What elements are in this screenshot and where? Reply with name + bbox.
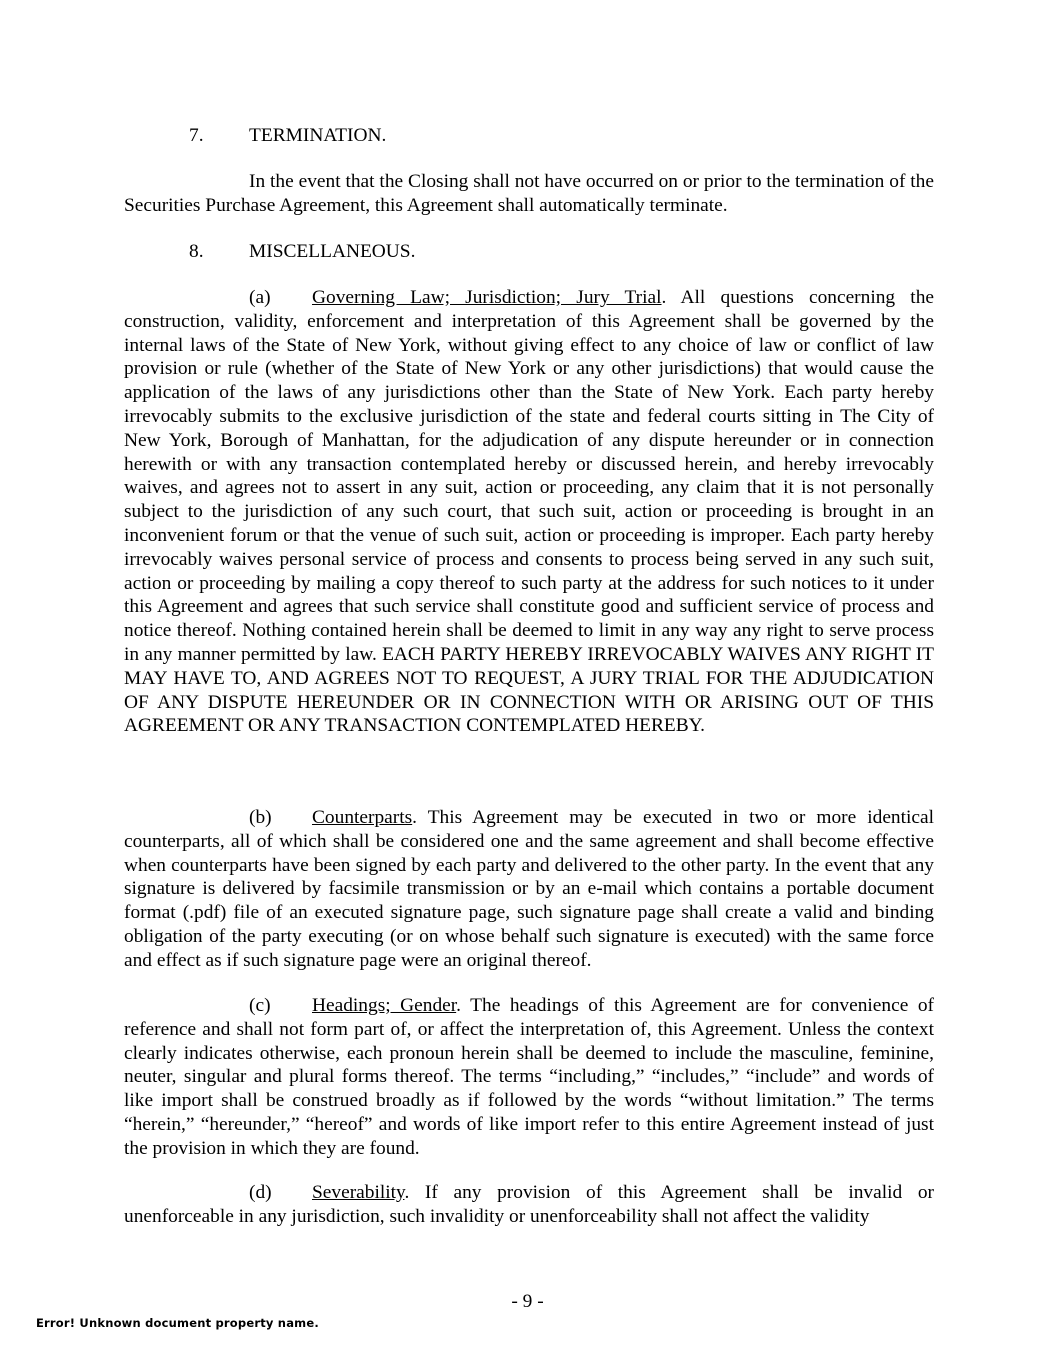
clause-headings-gender [124, 994, 934, 1161]
clause-severability [124, 1181, 934, 1229]
clause-title: Headings; Gender [312, 995, 457, 1016]
clause-text: . The headings of this Agreement are for convenience of reference and shall not form part of, or affect the interpretation of, this Agreement. Unless the context clearly indicates otherwise, each pronoun herein shall be deemed to include the masculine, feminine, neuter, singular and plural forms thereof. The terms “including,” “includes,” “include” and words of like import shall be construed broadly as if followed by the words “without limitation.” The terms “herein,” “hereunder,” “hereof” and words of like import refer to this entire Agreement instead of just the provision in which they are found. [124, 995, 934, 1159]
clause-title: Governing Law; Jurisdiction; Jury Trial [312, 287, 662, 308]
clause-title: Severability [312, 1182, 405, 1203]
section-title: MISCELLANEOUS. [249, 241, 416, 262]
clause-text: . All questions concerning the construction, validity, enforcement and interpretation of this Agreement shall be governed by the internal laws of the State of New York, without giving effect to any choice of law or conflict of law provision or rule (whether of the State of New York or any other jurisdictions) that would cause the application of the laws of any jurisdictions other than the State of New York. Each party hereby irrevocably submits to the exclusive jurisdiction of the state and federal courts sitting in The City of New York, Borough of Manhattan, for the adjudication of any dispute hereunder or in connection herewith or with any transaction contemplated hereby or discussed herein, and hereby irrevocably waives, and agrees not to assert in any suit, action or proceeding, any claim that it is not personally subject to the jurisdiction of any such court, that such suit, action or proceeding is brought in an inconvenient forum or that the venue of such suit, action or proceeding is improper. Each party hereby irrevocably waives personal service of process and consents to process being served in any such suit, action or proceeding by mailing a copy thereof to such party at the address for such notices to it under this Agreement and agrees that such service shall constitute good and sufficient service of process and notice thereof. Nothing contained herein shall be deemed to limit in any way any right to serve process in any manner permitted by law. EACH PARTY HEREBY IRREVOCABLY WAIVES ANY RIGHT IT MAY HAVE TO, AND AGREES NOT TO REQUEST, A JURY TRIAL FOR THE ADJUDICATION OF ANY DISPUTE HEREUNDER OR IN CONNECTION WITH OR ARISING OUT OF THIS AGREEMENT OR ANY TRANSACTION CONTEMPLATED HEREBY. [124, 287, 934, 737]
section-number: 7. [189, 125, 204, 146]
clause-label: (d) [249, 1182, 272, 1203]
termination-paragraph: In the event that the Closing shall not have occurred on or prior to the termination of the Securities Purchase Agreement, this Agreement shall automatically terminate. [124, 171, 934, 216]
clause-label: (c) [249, 995, 271, 1016]
section-heading-miscellaneous [189, 240, 415, 264]
page-number: - 9 - [511, 1291, 544, 1312]
clause-label: (a) [249, 287, 271, 308]
clause-title: Counterparts [312, 807, 413, 828]
clause-counterparts [124, 806, 934, 973]
clause-label: (b) [249, 807, 272, 828]
footer-error-text: Error! Unknown document property name. [36, 1316, 319, 1330]
section-heading-termination [189, 124, 386, 148]
section-number: 8. [189, 241, 204, 262]
clause-text: . If any provision of this Agreement shall be invalid or unenforceable in any jurisdiction, such invalidity or unenforceability shall not affect the validity [124, 1182, 934, 1227]
clause-text: . This Agreement may be executed in two or more identical counterparts, all of which shall be considered one and the same agreement and shall become effective when counterparts have been signed by each party and delivered to the other party. In the event that any signature is delivered by facsimile transmission or by an e-mail which contains a portable document format (.pdf) file of an executed signature page, such signature page shall create a valid and binding obligation of the party executing (or on whose behalf such signature is executed) with the same force and effect as if such signature page were an original thereof. [124, 807, 934, 971]
section-title: TERMINATION. [249, 125, 387, 146]
clause-governing-law [124, 286, 934, 738]
